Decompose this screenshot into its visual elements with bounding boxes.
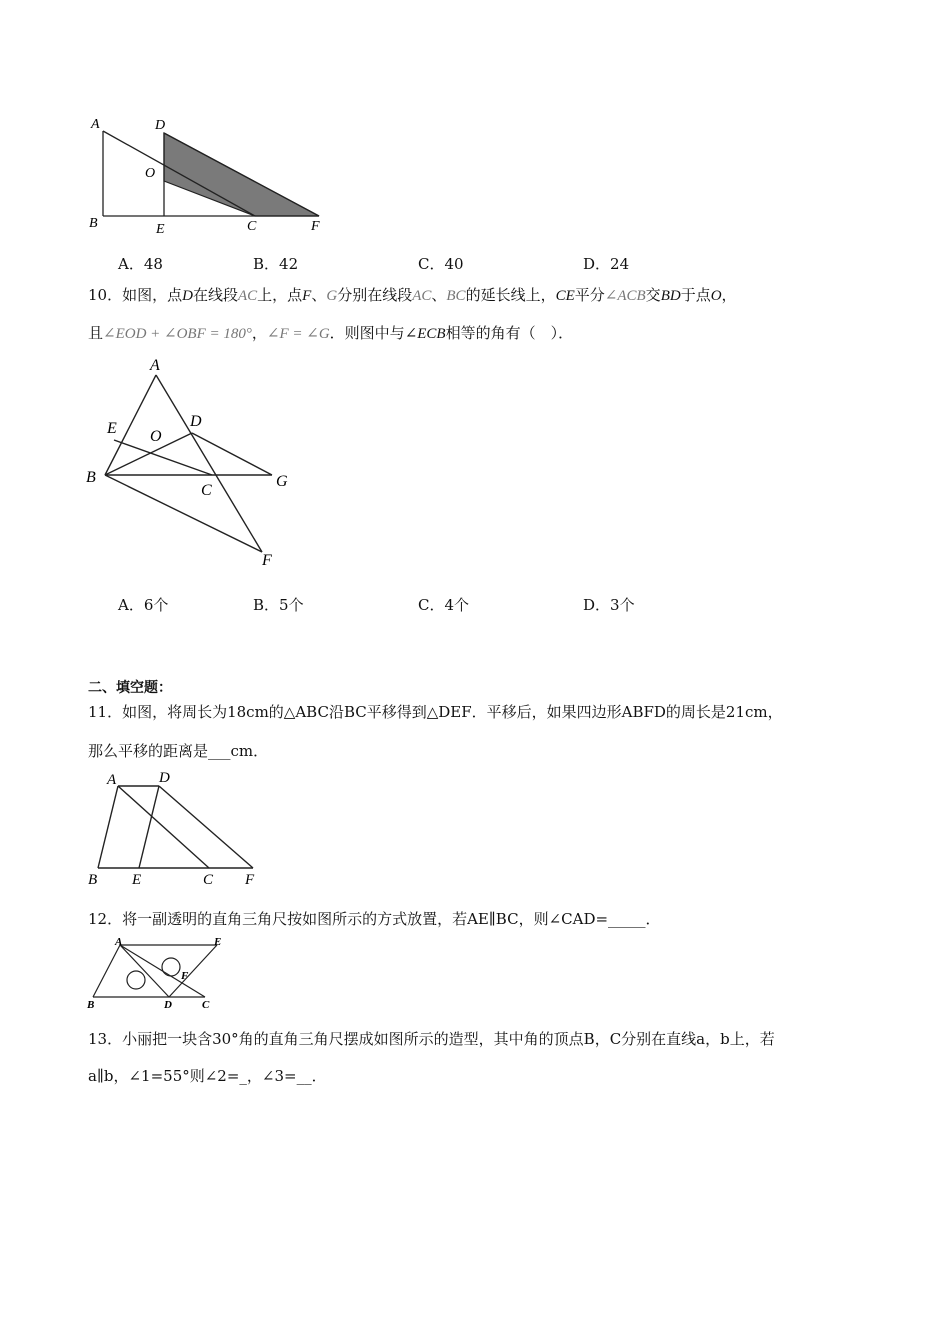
q10-label-B: B — [86, 469, 96, 486]
q9-option-c[interactable]: C．40 — [418, 255, 464, 273]
q10-option-a[interactable]: A．6个 — [118, 596, 169, 614]
section-title-fill-in: 二、填空题： — [88, 680, 172, 696]
q11-label-A: A — [107, 772, 117, 788]
q10-label-G: G — [276, 473, 288, 490]
q10-figure — [82, 355, 302, 570]
q12-label-E: E — [214, 936, 222, 948]
q9-label-F: F — [311, 219, 320, 234]
q9-label-E: E — [156, 222, 165, 237]
q12-label-A: A — [115, 936, 123, 948]
q11-stem-line1: 11．如图，将周长为18cm的△ABC沿BC平移得到△DEF．平移后，如果四边形ABFD的周长是21cm， — [88, 703, 783, 721]
q9-figure — [85, 112, 335, 240]
q12-label-F: F — [181, 970, 189, 982]
q13-stem-line1: 13．小丽把一块含30°角的直角三角尺摆成如图所示的造型，其中角的顶点B，C分别在直线a，b上，若 — [88, 1030, 775, 1048]
q12-figure — [85, 935, 225, 1011]
q9-label-D: D — [155, 118, 166, 133]
q10-stem-line1: 10．如图，点D在线段AC上，点F、G分别在线段AC、BC的延长线上，CE平分∠ACB交BD于点O， — [88, 286, 737, 304]
q11-label-E: E — [132, 872, 142, 888]
q12-label-C: C — [202, 999, 210, 1011]
q9-option-a[interactable]: A．48 — [118, 255, 163, 273]
q10-label-E: E — [107, 420, 117, 437]
q10-label-O: O — [150, 428, 162, 445]
q11-label-F: F — [245, 872, 255, 888]
q10-option-c[interactable]: C．4个 — [418, 596, 470, 614]
q9-option-b[interactable]: B．42 — [253, 255, 299, 273]
q10-label-F: F — [262, 552, 272, 569]
q11-figure — [85, 766, 265, 888]
q9-label-B: B — [89, 216, 98, 231]
q12-label-D: D — [164, 999, 172, 1011]
q11-label-C: C — [203, 872, 214, 888]
q10-number: 10． — [88, 286, 123, 304]
q9-label-C: C — [247, 219, 257, 234]
q9-label-O: O — [145, 166, 156, 181]
q10-label-D: D — [190, 413, 202, 430]
q12-stem-line1: 12．将一副透明的直角三角尺按如图所示的方式放置，若AE∥BC，则∠CAD=_____． — [88, 910, 661, 928]
q11-label-D: D — [159, 770, 170, 786]
q13-stem-line2: a∥b，∠1=55°则∠2=_，∠3=__． — [88, 1067, 327, 1085]
q10-stem-line2: 且∠EOD + ∠OBF = 180°，∠F = ∠G．则图中与∠ECB相等的角有（ ）． — [88, 324, 574, 342]
q12-label-B: B — [87, 999, 95, 1011]
q10-label-A: A — [150, 357, 160, 374]
q10-label-C: C — [201, 482, 212, 499]
q9-label-A: A — [91, 117, 100, 132]
q11-stem-line2: 那么平移的距离是___cm． — [88, 742, 269, 760]
q9-option-d[interactable]: D．24 — [583, 255, 630, 273]
q10-option-d[interactable]: D．3个 — [583, 596, 635, 614]
q11-label-B: B — [88, 872, 98, 888]
q10-option-b[interactable]: B．5个 — [253, 596, 304, 614]
